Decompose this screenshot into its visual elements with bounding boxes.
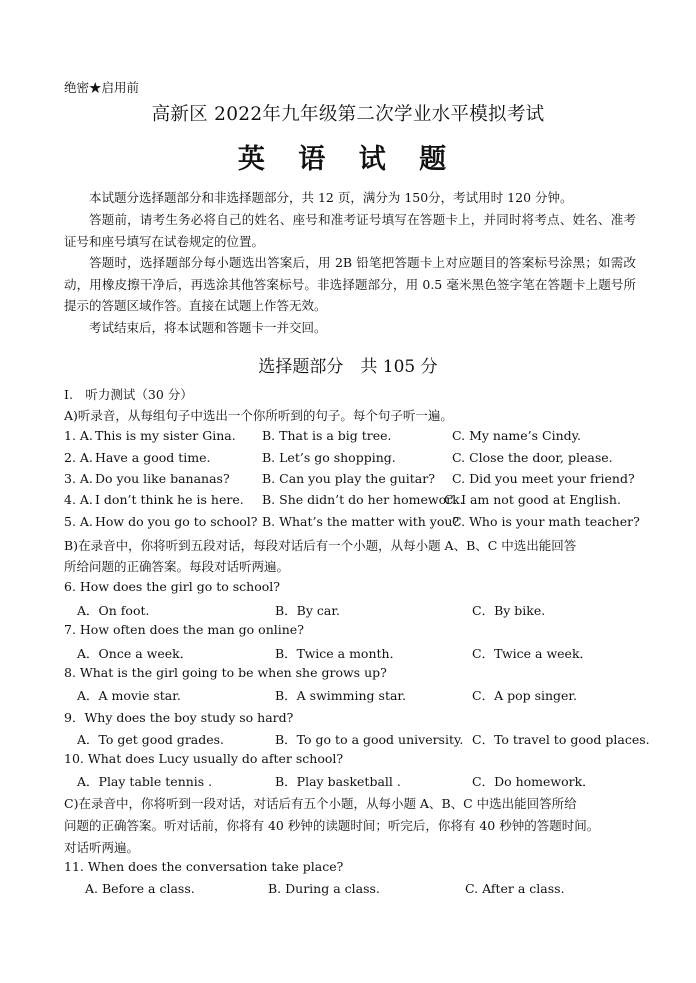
instruction-paragraph: 考试结束后，将本试题和答题卡一并交回。 (89, 320, 327, 335)
exam-main-title: 高新区 2022年九年级第二次学业水平模拟考试 (151, 104, 545, 125)
option-c: C．To travel to good places. (472, 732, 650, 747)
option-b: B．By car. (275, 603, 340, 618)
question-stem: 9．Why does the boy study so hard? (64, 710, 294, 725)
question-number: 5. A. (64, 514, 93, 529)
option-a: A．Once a week． (77, 646, 193, 661)
question-number: 2. A. (64, 450, 93, 465)
option-c: C. After a class. (465, 881, 565, 896)
question-number: 4. A. (64, 492, 93, 507)
part-a-instruction: A)听录音，从每组句子中选出一个你所听到的句子。每个句子听一遍。 (64, 408, 453, 423)
option-b: B. She didn’t do her homework. (262, 492, 464, 507)
option-c: C. I am not good at English. (444, 492, 621, 507)
option-b: B．To go to a good university. (275, 732, 464, 747)
option-a: A．To get good grades. (77, 732, 225, 747)
option-a: How do you go to school? (95, 514, 258, 529)
option-b: B. Can you play the guitar? (262, 471, 435, 486)
option-c: C．Do homework． (472, 774, 595, 789)
confidential-mark: 绝密★启用前 (64, 80, 140, 95)
part-c-instruction: 对话听两遍。 (64, 840, 140, 855)
option-c: C．A pop singer. (472, 688, 578, 703)
question-stem: 7. How often does the man go online? (64, 622, 304, 637)
option-a: This is my sister Gina. (95, 428, 236, 443)
subject-title: 英 语 试 题 (237, 144, 459, 175)
question-number: 3. A. (64, 471, 93, 486)
instruction-paragraph: 答题时，选择题部分每小题选出答案后，用 2B 铅笔把答题卡上对应题目的答案标号涂黑；如需改动，用橡皮擦干净后，再选涂其他答案标号。非选择题部分，用 0.5 毫米黑色签字笔在答题卡上题号所提示的答题区域作答。直接在试题上作答无效。 (64, 255, 636, 313)
option-b: B. Let’s go shopping. (262, 450, 396, 465)
option-c: C. Who is your math teacher? (452, 514, 640, 529)
option-a: A．On foot. (77, 603, 150, 618)
part-b-instruction: 所给问题的正确答案。每段对话听两遍。 (64, 559, 290, 574)
part-b-instruction: B)在录音中，你将听到五段对话，每段对话后有一个小题，从每小题 A、B、C 中选出能回答 (64, 538, 577, 553)
option-b: B．A swimming star. (275, 688, 406, 703)
option-c: C．By bike. (472, 603, 546, 618)
option-c: C. My name’s Cindy. (452, 428, 582, 443)
option-a: A．Play table tennis . (77, 774, 213, 789)
section-title: 选择题部分 共 105 分 (258, 357, 438, 377)
question-number: 1. A. (64, 428, 93, 443)
part-c-instruction: 问题的正确答案。听对话前，你将有 40 秒钟的读题时间；听完后，你将有 40 秒钟的答题时间。 (64, 818, 600, 833)
option-c: C．Twice a week． (472, 646, 593, 661)
option-a: Have a good time. (95, 450, 211, 465)
question-stem: 6. How does the girl go to school? (64, 579, 280, 594)
option-b: B. During a class. (268, 881, 380, 896)
option-a: A．A movie star. (77, 688, 181, 703)
question-stem: 8. What is the girl going to be when she grows up? (64, 665, 387, 680)
option-a: Do you like bananas? (95, 471, 230, 486)
instruction-paragraph: 答题前，请考生务必将自己的姓名、座号和准考证号填写在答题卡上，并同时将考点、姓名、准考证号和座号填写在试卷规定的位置。 (64, 212, 636, 249)
option-b: B．Play basketball . (275, 774, 401, 789)
instruction-paragraph: 本试题分选择题部分和非选择题部分，共 12 页，满分为 150分，考试用时 120 分钟。 (89, 190, 573, 205)
question-stem: 11. When does the conversation take place? (64, 859, 344, 874)
option-a: I don’t think he is here. (95, 492, 244, 507)
option-b: B. That is a big tree. (262, 428, 392, 443)
option-a: A. Before a class. (85, 881, 195, 896)
option-b: B．Twice a month． (275, 646, 403, 661)
part-c-instruction: C)在录音中，你将听到一段对话，对话后有五个小题，从每小题 A、B、C 中选出能回答所给 (64, 796, 577, 811)
option-c: C. Close the door, please. (452, 450, 613, 465)
option-c: C. Did you meet your friend? (452, 471, 635, 486)
part-title: I. 听力测试（30 分） (64, 387, 193, 402)
option-b: B. What’s the matter with you? (262, 514, 460, 529)
question-stem: 10. What does Lucy usually do after school? (64, 751, 344, 766)
